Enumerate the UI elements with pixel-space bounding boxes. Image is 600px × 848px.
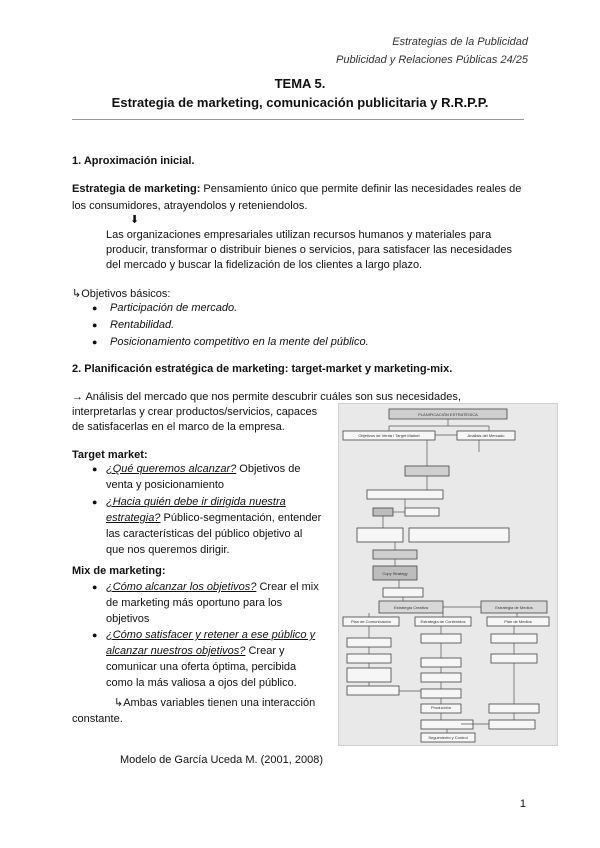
mix-item2-text: Crear y xyxy=(245,645,285,657)
objective-item: Posicionamiento competitivo en la mente del público. xyxy=(110,336,369,348)
target-question2-line1: ¿Hacia quién debe ir dirigida nuestra xyxy=(106,496,286,508)
flow-label-communication: Plan de Comunicación xyxy=(350,619,392,624)
interaction-line2: constante. xyxy=(72,713,123,725)
header-course: Estrategias de la Publicidad xyxy=(392,36,528,48)
page-subtitle: Estrategia de marketing, comunicación publicitaria y R.R.P.P. xyxy=(111,95,489,110)
flow-label-control: Seguimiento y Control xyxy=(428,735,468,740)
down-arrow-icon: ⬇ xyxy=(130,214,140,226)
flow-label-targets: Objetivos de Venta / Target Market xyxy=(358,433,420,438)
objective-item: Participación de mercado. xyxy=(110,302,238,314)
flow-box-media xyxy=(409,528,509,542)
section1-heading: 1. Aproximación inicial. xyxy=(72,155,195,167)
header-degree: Publicidad y Relaciones Públicas 24/25 xyxy=(335,54,528,66)
target-market-heading: Target market: xyxy=(72,449,148,461)
flow-box-col3-1 xyxy=(491,634,537,643)
mix-question2-line1: ¿Cómo satisfacer y retener a ese público y xyxy=(106,629,316,641)
objectives-label: ↳Objetivos básicos: xyxy=(72,288,171,300)
bullet-icon: ● xyxy=(92,303,98,313)
flow-box-small-1 xyxy=(405,466,449,476)
flow-label-media-plan: Plan de Medios xyxy=(504,619,532,624)
mix-item1-line1 xyxy=(106,579,319,596)
flow-label-planning: PLANIFICACIÓN ESTRATÉGICA xyxy=(418,412,478,417)
definition-line1 xyxy=(72,181,521,198)
flow-label-media-strategy: Estrategia de Medios xyxy=(495,605,533,610)
target-item2-text: Público-segmentación, entender xyxy=(160,512,322,524)
mix-question2-line2: alcanzar nuestros objetivos? xyxy=(106,645,246,657)
organizations-para-line1: Las organizaciones empresariales utilizan recursos humanos y materiales para xyxy=(106,229,492,241)
model-caption: Modelo de García Uceda M. (2001, 2008) xyxy=(120,754,324,766)
page-number: 1 xyxy=(519,798,526,810)
mix-marketing-heading: Mix de marketing: xyxy=(72,565,166,577)
bullet-icon: ● xyxy=(92,337,98,347)
mix-item1-text: Crear el mix xyxy=(256,581,319,593)
flow-box-col1-4 xyxy=(347,686,399,695)
bullet-icon: ● xyxy=(92,464,98,474)
definition-line2: los consumidores, atrayendolos y reteniendolos. xyxy=(72,200,308,212)
flowchart-diagram xyxy=(339,404,557,745)
page-title: TEMA 5. xyxy=(274,76,326,91)
flow-box-small-4 xyxy=(383,588,423,597)
flow-box-col2-4 xyxy=(421,689,461,698)
mix-item1-line2: de marketing más oportuno para los xyxy=(106,597,283,609)
target-item1-line2: venta y posicionamiento xyxy=(106,479,225,491)
bullet-icon: ● xyxy=(92,582,98,592)
target-question1: ¿Qué queremos alcanzar? xyxy=(106,463,237,475)
mix-item2-line3: comunicar una oferta óptima, percibida xyxy=(106,661,297,673)
flow-label-content: Estrategia de Contenidos xyxy=(420,619,466,624)
flow-label-copy: Copy Strategy xyxy=(382,571,408,576)
target-item1-line1 xyxy=(106,461,300,478)
flow-label-production: Producción xyxy=(430,705,452,710)
flow-box-col1-1 xyxy=(347,638,391,647)
flow-label-creative: Estrategia Creativa xyxy=(393,605,429,610)
definition-label: Estrategia de marketing: xyxy=(72,183,201,195)
bullet-icon: ● xyxy=(92,630,98,640)
objective-item: Rentabilidad. xyxy=(110,319,175,331)
flow-box-col3-3 xyxy=(489,704,539,713)
flow-box-col1-3 xyxy=(347,668,391,682)
flow-box-creative-1 xyxy=(367,490,443,499)
flow-box-col2-2 xyxy=(421,658,461,667)
flow-box-creative-2 xyxy=(357,528,403,542)
flow-box-col3-4 xyxy=(489,720,535,729)
flow-box-col2-3 xyxy=(421,673,461,682)
flow-box-col1-2 xyxy=(347,654,391,663)
title-divider xyxy=(72,119,524,120)
organizations-para-line3: del mercado y buscar la fidelización de los clientes a largo plazo. xyxy=(106,259,423,271)
mix-question1: ¿Cómo alcanzar los objetivos? xyxy=(106,581,257,593)
flow-box-small-3 xyxy=(405,508,439,516)
marketing-model-figure xyxy=(338,403,558,746)
analysis-line2: interpretarlas y crear productos/servicios, capaces xyxy=(72,406,318,418)
bullet-icon: ● xyxy=(92,320,98,330)
flow-box-small-2 xyxy=(373,508,393,516)
section2-heading: 2. Planificación estratégica de marketing: target-market y marketing-mix. xyxy=(72,363,453,375)
mix-item2-line2 xyxy=(106,643,285,660)
mix-item2-line4: como la más valiosa a ojos del público. xyxy=(106,677,297,689)
bullet-icon: ● xyxy=(92,497,98,507)
target-item2-line2 xyxy=(106,510,321,527)
organizations-para-line2: producir, transformar o distribuir bienes o servicios, para satisfacer las necesidades xyxy=(106,244,512,256)
target-item2-line3: las características del público objetivo al xyxy=(106,528,303,540)
interaction-line1: ↳Ambas variables tienen una interacción xyxy=(114,697,316,709)
target-question2-line2: estrategia? xyxy=(106,512,161,524)
flow-box-content xyxy=(373,550,417,559)
flow-box-col2-1 xyxy=(421,634,461,643)
target-item1-text: Objetivos de xyxy=(236,463,301,475)
mix-item1-line3: objetivos xyxy=(106,613,150,625)
flow-box-col2-6 xyxy=(421,720,473,729)
target-item2-line4: que nos queremos dirigir. xyxy=(106,544,230,556)
analysis-line1: → Análisis del mercado que nos permite descubrir cuáles son sus necesidades, xyxy=(72,391,461,403)
analysis-line3: de satisfacerlas en el marco de la empresa. xyxy=(72,421,285,433)
flow-label-analysis: Análisis del Mercado xyxy=(467,433,505,438)
flow-box-col3-2 xyxy=(491,654,537,663)
definition-text: Pensamiento único que permite definir las necesidades reales de xyxy=(200,183,522,195)
